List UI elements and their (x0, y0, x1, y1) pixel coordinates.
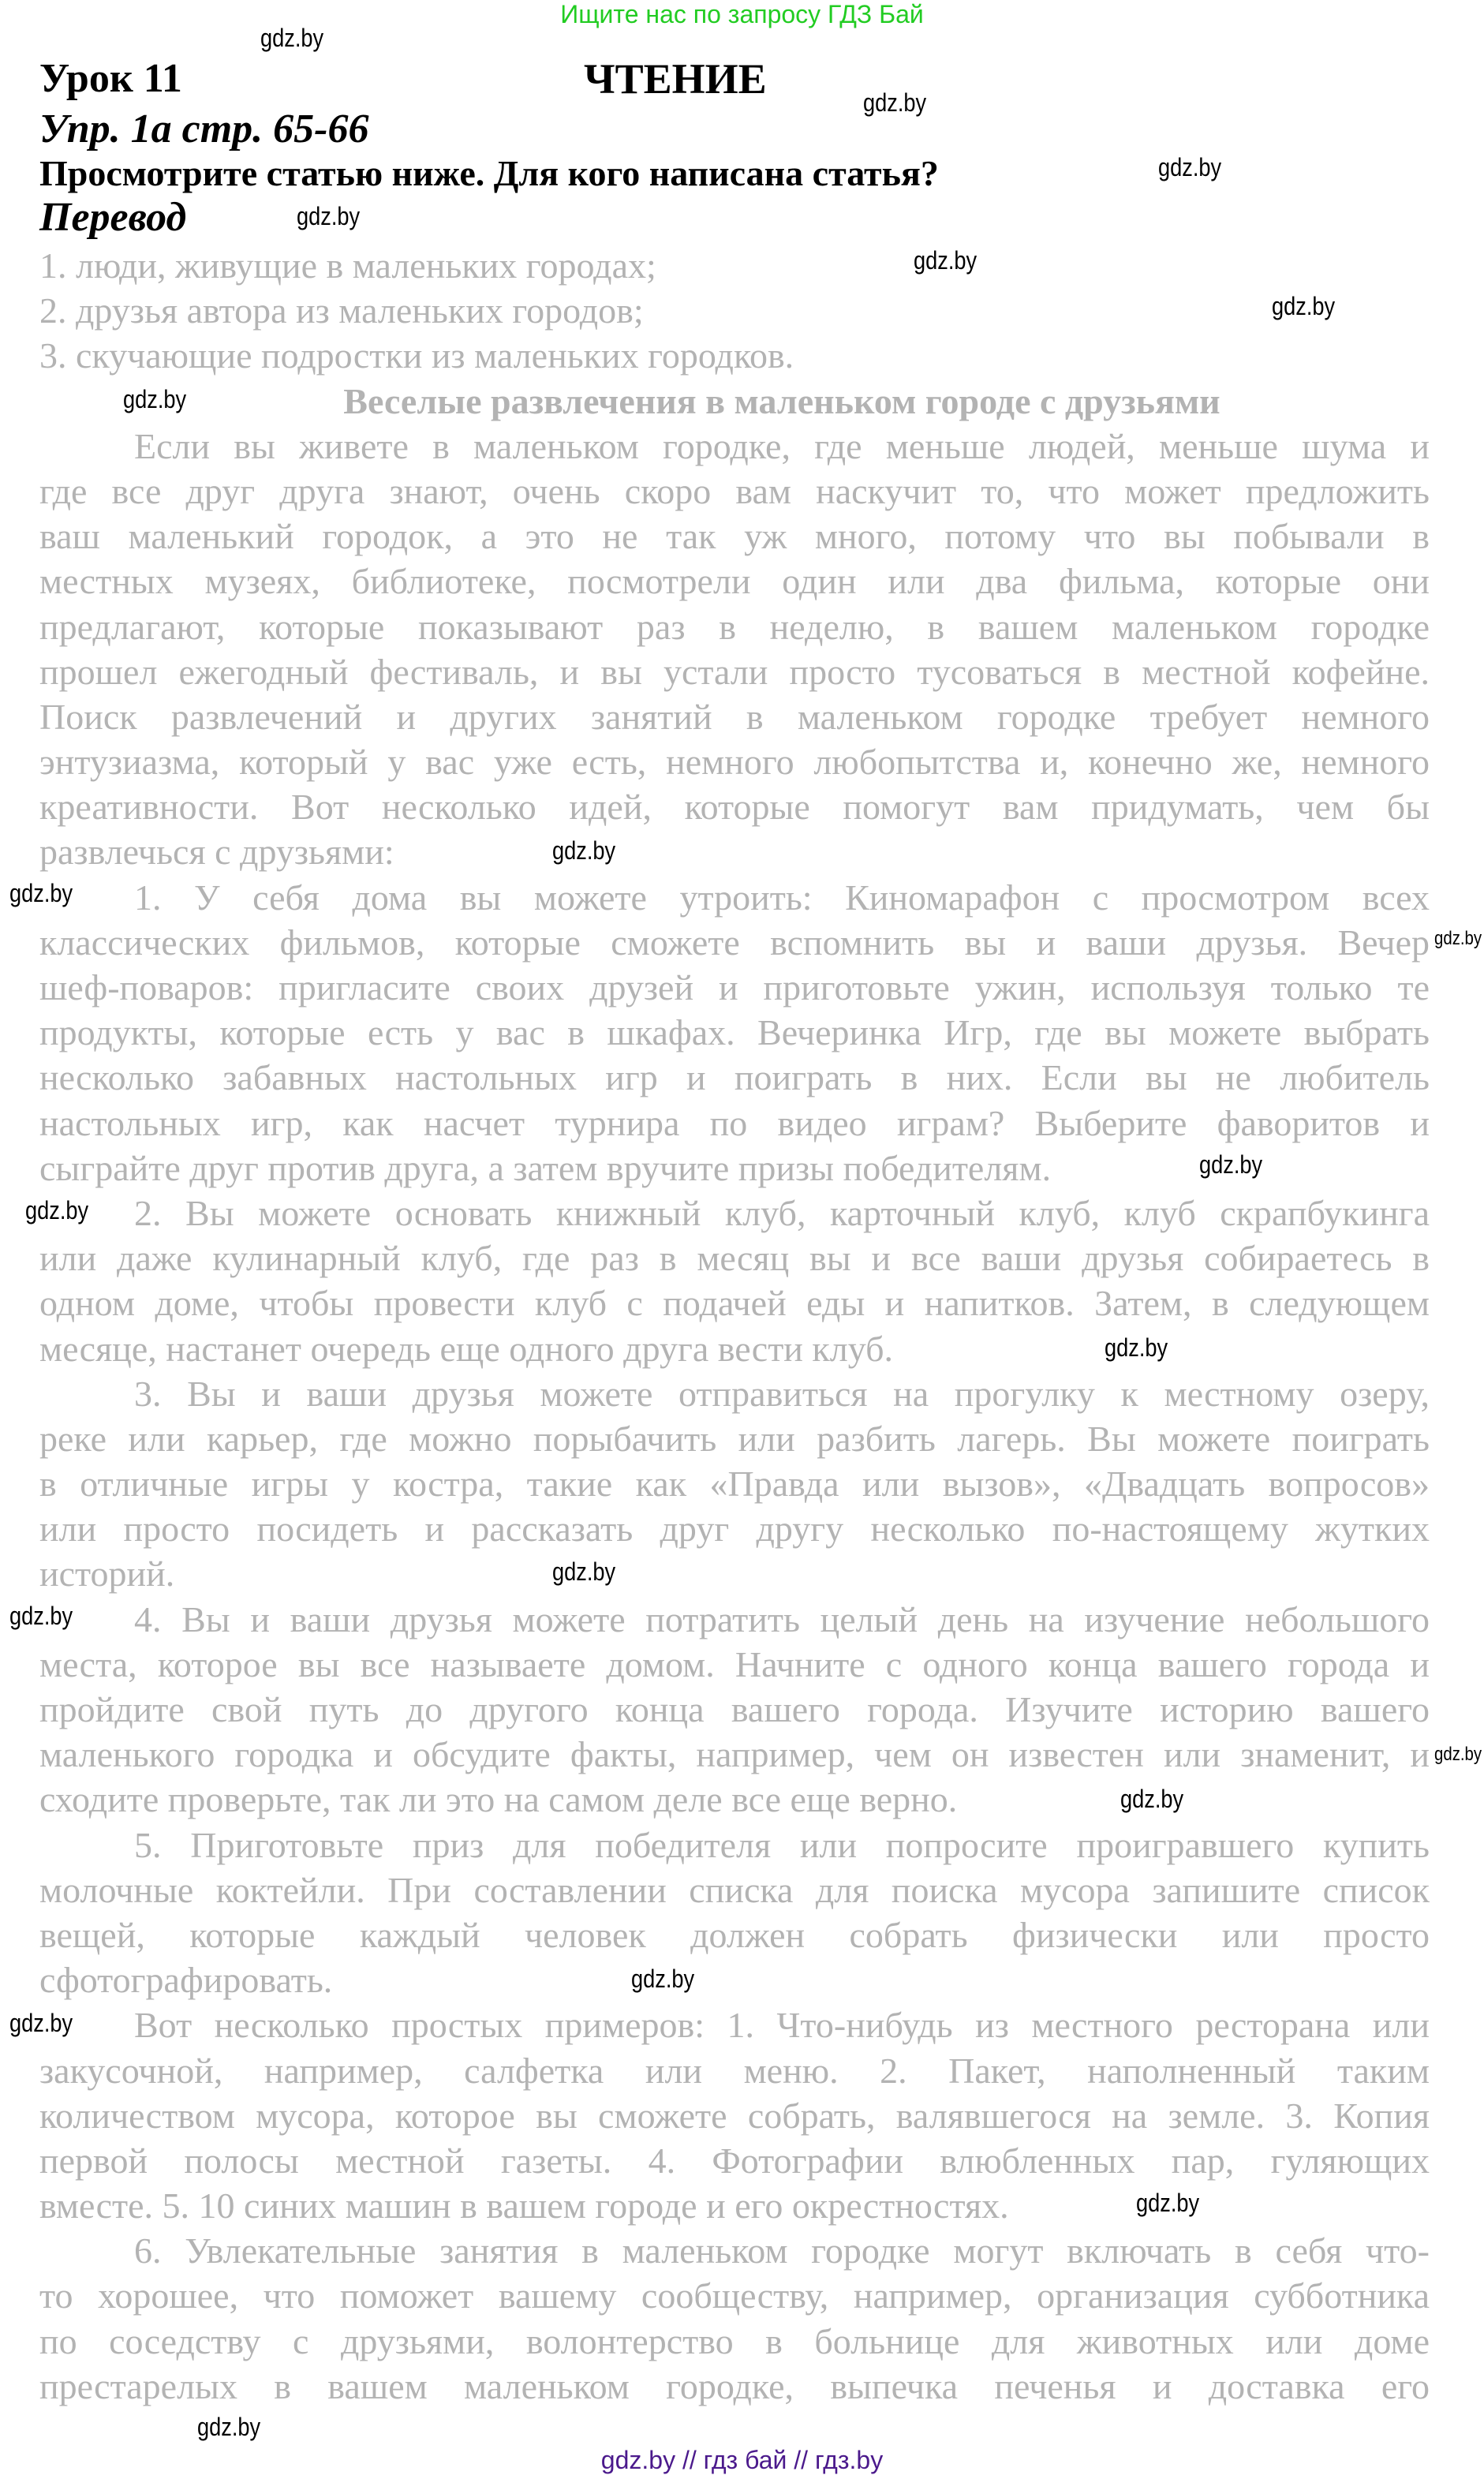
paragraph-line: местных музеях, библиотеке, посмотрели один или два фильма, которые они (39, 561, 1430, 602)
paragraph-line: одном доме, чтобы провести клуб с подачей еды и напитков. Затем, в следующем (39, 1283, 1430, 1324)
paragraph-line: креативности. Вот несколько идей, которые помогут вам придумать, чем бы (39, 787, 1430, 828)
paragraph-line: несколько забавных настольных игр и поиграть в них. Если вы не любитель (39, 1057, 1430, 1098)
paragraph-line: то хорошее, что поможет вашему сообществу, например, организация субботника (39, 2275, 1430, 2316)
paragraph-line: классических фильмов, которые сможете вспомнить вы и ваши друзья. Вечер (39, 922, 1430, 963)
watermark: gdz.by (863, 88, 927, 117)
watermark: gdz.by (1434, 928, 1482, 949)
watermark: gdz.by (1199, 1150, 1263, 1179)
answer-option: 1. люди, живущие в маленьких городах; (39, 245, 656, 286)
paragraph-line: 6. Увлекательные занятия в маленьком городке могут включать в себя что- (134, 2230, 1430, 2271)
paragraph-line: первой полосы местной газеты. 4. Фотографии влюбленных пар, гуляющих (39, 2140, 1430, 2181)
watermark: gdz.by (123, 385, 187, 413)
paragraph-line: или просто посидеть и рассказать друг другу несколько по-настоящему жутких (39, 1509, 1430, 1550)
translation-label: Перевод (39, 195, 187, 240)
watermark: gdz.by (1434, 1744, 1482, 1765)
watermark: gdz.by (9, 2009, 73, 2037)
paragraph-line: месяце, настанет очередь еще одного друга вести клуб. (39, 1328, 894, 1369)
answer-option: 3. скучающие подростки из маленьких городков. (39, 335, 794, 376)
paragraph-line: вещей, которые каждый человек должен собрать физически или просто (39, 1914, 1430, 1955)
paragraph-line: в отличные игры у костра, такие как «Правда или вызов», «Двадцать вопросов» (39, 1464, 1430, 1505)
lesson-heading: Урок 11 (39, 56, 182, 101)
watermark: gdz.by (1120, 1785, 1184, 1813)
watermark: gdz.by (197, 2413, 261, 2441)
paragraph-line: вместе. 5. 10 синих машин в вашем городе и его окрестностях. (39, 2185, 1009, 2226)
paragraph-line: сходите проверьте, так ли это на самом деле все еще верно. (39, 1779, 958, 1820)
paragraph-line: развлечься с друзьями: (39, 832, 394, 873)
watermark: gdz.by (552, 836, 616, 865)
watermark: gdz.by (260, 24, 324, 52)
paragraph-line: молочные коктейли. При составлении списка для поиска мусора запишите список (39, 1869, 1430, 1910)
watermark: gdz.by (9, 1602, 73, 1630)
footer-links[interactable]: gdz.by // гдз бай // гдз.by (600, 2446, 884, 2474)
paragraph-line: Вот несколько простых примеров: 1. Что-нибудь из местного ресторана или (134, 2005, 1430, 2046)
watermark: gdz.by (1105, 1333, 1168, 1362)
paragraph-line: настольных игр, как насчет турнира по видео играм? Выберите фаворитов и (39, 1102, 1430, 1143)
watermark: gdz.by (9, 879, 73, 907)
paragraph-line: реке или карьер, где можно порыбачить или разбить лагерь. Вы можете поиграть (39, 1418, 1430, 1459)
paragraph-line: где все друг друга знают, очень скоро вам наскучит то, что может предложить (39, 470, 1430, 511)
paragraph-line: 4. Вы и ваши друзья можете потратить целый день на изучение небольшого (134, 1598, 1430, 1639)
article-title: Веселые развлечения в маленьком городе с друзьями (343, 380, 1220, 421)
paragraph-line: 2. Вы можете основать книжный клуб, карточный клуб, клуб скрапбукинга (134, 1192, 1430, 1233)
answer-option: 2. друзья автора из маленьких городов; (39, 290, 644, 331)
watermark: gdz.by (1158, 153, 1222, 181)
paragraph-line: продукты, которые есть у вас в шкафах. Вечеринка Игр, где вы можете выбрать (39, 1012, 1430, 1053)
paragraph-line: 3. Вы и ваши друзья можете отправиться на прогулку к местному озеру, (134, 1373, 1430, 1414)
section-title: ЧТЕНИЕ (584, 55, 767, 103)
exercise-reference: Упр. 1а стр. 65-66 (39, 107, 369, 151)
paragraph-line: шеф-поваров: пригласите своих друзей и приготовьте ужин, используя только те (39, 967, 1430, 1008)
watermark: gdz.by (552, 1557, 616, 1586)
paragraph-line: энтузиазма, который у вас уже есть, немного любопытства и, конечно же, немного (39, 742, 1430, 783)
paragraph-line: престарелых в вашем маленьком городке, выпечка печенья и доставка его (39, 2365, 1430, 2406)
paragraph-line: количеством мусора, которое вы сможете собрать, валявшегося на земле. 3. Копия (39, 2095, 1430, 2136)
paragraph-line: Поиск развлечений и других занятий в маленьком городке требует немного (39, 696, 1430, 737)
paragraph-line: прошел ежегодный фестиваль, и вы устали просто тусоваться в местной кофейне. (39, 651, 1430, 692)
paragraph-line: закусочной, например, салфетка или меню. 2. Пакет, наполненный таким (39, 2050, 1430, 2091)
paragraph-line: по соседству с друзьями, волонтерство в больнице для животных или доме (39, 2320, 1430, 2361)
paragraph-line: историй. (39, 1553, 175, 1595)
task-text: Просмотрите статью ниже. Для кого написана статья? (39, 153, 939, 193)
paragraph-line: ваш маленький городок, а это не так уж много, потому что вы побывали в (39, 516, 1430, 557)
paragraph-line: предлагают, которые показывают раз в неделю, в вашем маленьком городке (39, 606, 1430, 647)
watermark: gdz.by (1272, 292, 1336, 320)
paragraph-line: маленького городка и обсудите факты, например, чем он известен или знаменит, и (39, 1734, 1430, 1775)
paragraph-line: или даже кулинарный клуб, где раз в месяц вы и все ваши друзья собираетесь в (39, 1238, 1430, 1279)
watermark: gdz.by (914, 246, 977, 275)
paragraph-line: пройдите свой путь до другого конца вашего города. Изучите историю вашего (39, 1689, 1430, 1729)
watermark: gdz.by (1136, 2189, 1200, 2217)
paragraph-line: сыграйте друг против друга, а затем вручите призы победителям. (39, 1147, 1052, 1188)
paragraph-line: 5. Приготовьте приз для победителя или попросите проигравшего купить (134, 1824, 1430, 1865)
search-banner[interactable]: Ищите нас по запросу ГДЗ Бай (560, 0, 924, 28)
translation-content (39, 243, 1430, 2409)
paragraph-line: места, которое вы все называете домом. Начните с одного конца вашего города и (39, 1643, 1430, 1684)
watermark: gdz.by (25, 1196, 89, 1224)
paragraph-line: 1. У себя дома вы можете утроить: Киномарафон с просмотром всех (134, 877, 1430, 918)
paragraph-line: Если вы живете в маленьком городке, где меньше людей, меньше шума и (134, 425, 1430, 466)
watermark: gdz.by (631, 1965, 695, 1993)
paragraph-line: сфотографировать. (39, 1960, 333, 2001)
watermark: gdz.by (297, 202, 361, 230)
